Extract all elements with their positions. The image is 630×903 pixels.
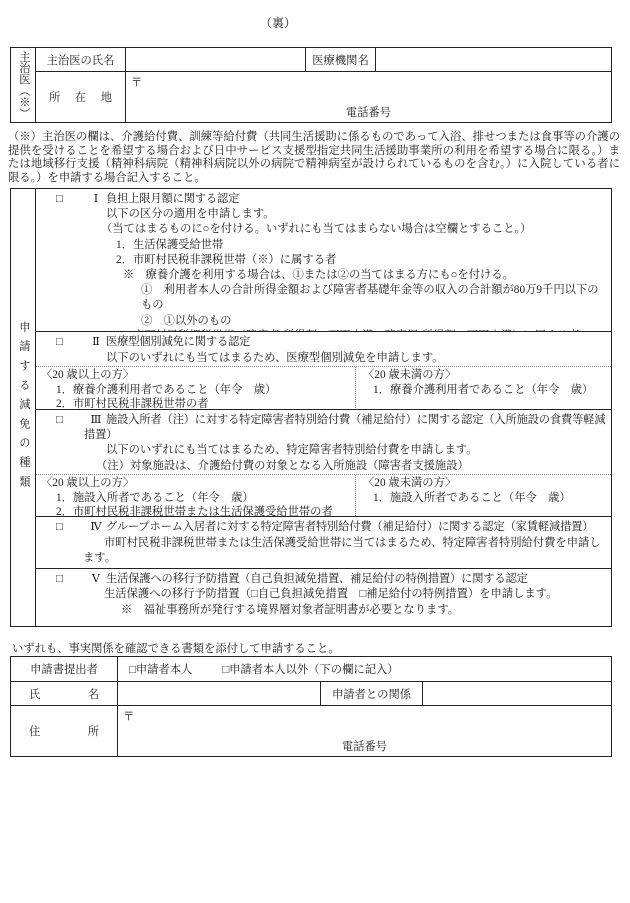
section-3-title: 施設入所者（注）に対する特定障害者特別給付費（補足給付）に関する認定（入所施設の食費等軽減措置） <box>84 413 606 442</box>
section-3-apply-line: 以下のいずれにも当てはまるため、特定障害者特別給付費を申請します。 <box>106 444 478 457</box>
section-4-numeral: Ⅳ <box>90 521 102 534</box>
section-5-option-self-pay-checkbox[interactable]: □自己負担減免措置 <box>250 588 349 601</box>
submitter-name-label: 氏 名 <box>11 682 118 705</box>
doctor-side-label: 主治医（※） <box>17 51 30 119</box>
doctor-name-field[interactable] <box>126 48 306 71</box>
section-3-numeral: Ⅲ <box>90 413 102 426</box>
section-3-age-subtable <box>36 474 611 518</box>
submitter-relation-field[interactable] <box>423 682 611 705</box>
section-5-title: 生活保護への移行予防措置（自己負担減免措置、補足給付の特例措置）に関する認定 <box>106 573 528 586</box>
submitter-address-row <box>11 706 611 756</box>
submitter-table <box>10 656 612 757</box>
section-4-title: グループホーム入居者に対する特定障害者特別給付費（補足給付）に関する認定（家賃軽減措置） <box>106 521 594 534</box>
section-3-checkbox[interactable]: □ <box>56 413 63 426</box>
section-1-item-2: 2．市町村民税非課税世帯（※）に属する者 <box>116 253 337 266</box>
doctor-table <box>10 47 612 123</box>
section-5-apply-line <box>36 587 607 602</box>
section-3-under20-item-1: 1．施設入所者であること（年令 歳） <box>373 491 571 504</box>
doctor-row-address <box>36 72 611 122</box>
section-2-over20-item-2: 2．市町村民税非課税世帯の者 <box>56 398 209 410</box>
section-5-option-supplement-checkbox[interactable]: □補足給付の特例措置 <box>359 588 468 601</box>
section-1-apply-line: 以下の区分の適用を申請します。 <box>106 208 275 221</box>
doctor-row-name <box>36 48 611 72</box>
section-2-under20-header: 〈20 歳未満の方〉 <box>363 368 457 381</box>
doctor-field-note: （※）主治医の欄は、介護給付費、訓練等給付費（共同生活援助に係るものであって入浴、排せつまたは食事等の介護の提供を受けることを希望する場合および日中サービス支援型指定共同生活援助事業所の利用を希望する場合に限る。）または地域移行支援（精神科病院（精神科病院以外の病院で精神病室が設けられているものを含む。）に入院している者に限る。）を申請する場合記入すること。 <box>8 131 620 184</box>
postal-mark-icon: 〒 <box>131 77 143 89</box>
submitter-relation-label: 申請者との関係 <box>321 682 423 705</box>
section-5-welfare-transition <box>36 569 611 626</box>
section-1-checkbox[interactable]: □ <box>56 193 63 205</box>
section-1-kome-note: ※ 療養介護を利用する場合は、①または②の当てはまる方にも○を付ける。 <box>123 269 514 282</box>
reduction-type-table <box>10 188 612 627</box>
section-3-under20-header: 〈20 歳未満の方〉 <box>363 476 457 489</box>
section-2-title: 医療型個別減免に関する認定 <box>106 336 251 349</box>
section-5-kome-note: ※ 福祉事務所が発行する境界層対象者証明書が必要となります。 <box>121 603 460 616</box>
section-3-chu-note: （注）対象施設は、介護給付費の対象となる入所施設（障害者支援施設） <box>96 459 469 472</box>
section-2-age-subtable <box>36 366 611 410</box>
section-4-apply-line: 市町村民税非課税世帯または生活保護受給世帯に当てはまるため、特定障害者特別給付費を申請します。 <box>83 536 601 564</box>
reduction-side-label-cell <box>11 189 36 626</box>
section-2-under20-item-1: 1．療養介護利用者であること（年令 歳） <box>373 383 594 396</box>
submitter-self-checkbox[interactable]: □申請者本人 <box>129 664 193 677</box>
section-5-numeral: Ⅴ <box>91 573 101 586</box>
page-side-label: （裏） <box>259 16 296 30</box>
section-5-option-gap <box>348 588 359 600</box>
submitter-address-field[interactable] <box>118 706 611 756</box>
section-3-over20-item-2: 2．市町村民税非課税世帯または生活保護受給世帯の者 <box>56 506 333 518</box>
section-2-over20-header: 〈20 歳以上の方〉 <box>41 368 135 381</box>
section-1-circle-1: ① 利用者本人の合計所得金額および障害者基礎年金等の収入の合計額が80万9千円以下のもの <box>141 284 599 312</box>
section-5-apply-prefix: 生活保護への移行予防措置（ <box>104 588 251 601</box>
section-5-apply-suffix: ）を申請します。 <box>467 588 558 601</box>
submitter-label: 申請書提出者 <box>11 657 118 681</box>
section-2-numeral: Ⅱ <box>92 336 100 349</box>
submitter-address-label: 住 所 <box>11 706 118 756</box>
submitter-row <box>11 657 611 682</box>
section-4-group-home-benefit <box>36 517 611 569</box>
section-2-apply-line: 以下のいずれにも当てはまるため、医療型個別減免を申請します。 <box>106 351 444 364</box>
section-5-checkbox[interactable]: □ <box>56 573 63 586</box>
submitter-other-checkbox[interactable]: □申請者本人以外（下の欄に記入） <box>222 664 399 677</box>
doctor-phone-label: 電話番号 <box>345 107 392 119</box>
section-1-instruction: （当てはまるものに○を付ける。いずれにも当てはまらない場合は空欄とすること。） <box>101 223 532 236</box>
doctor-address-label: 所 在 地 <box>36 72 126 122</box>
section-1-item-1: 1．生活保護受給世帯 <box>116 238 224 251</box>
submitter-postal-mark-icon: 〒 <box>123 711 135 723</box>
reduction-side-label: 申請する減免の種類 <box>17 320 30 495</box>
section-1-monthly-cap <box>36 189 611 332</box>
section-2-over20-item-1: 1．療養介護利用者であること（年令 歳） <box>56 383 277 396</box>
attachment-note: いずれも、事実関係を確認できる書類を添付して申請すること。 <box>12 643 340 655</box>
section-2-medical-reduction <box>36 332 611 410</box>
submitter-name-field[interactable] <box>118 682 321 705</box>
section-3-over20-header: 〈20 歳以上の方〉 <box>41 476 135 489</box>
section-1-circle-2: ② ①以外のもの <box>141 314 232 327</box>
section-1-numeral: Ⅰ <box>93 193 99 205</box>
submitter-name-row <box>11 682 611 706</box>
medical-org-label: 医療機関名 <box>306 48 376 71</box>
doctor-address-field[interactable] <box>126 72 611 122</box>
section-3-facility-benefit <box>36 410 611 518</box>
section-1-title: 負担上限月額に関する認定 <box>106 193 240 205</box>
section-3-over20-item-1: 1．施設入所者であること（年令 歳） <box>56 491 254 504</box>
medical-org-field[interactable] <box>376 48 611 71</box>
doctor-table-side-label-cell <box>11 48 36 122</box>
doctor-name-label: 主治医の氏名 <box>36 48 126 71</box>
section-4-checkbox[interactable]: □ <box>56 521 63 534</box>
section-2-checkbox[interactable]: □ <box>56 336 63 349</box>
submitter-phone-label: 電話番号 <box>341 741 388 753</box>
